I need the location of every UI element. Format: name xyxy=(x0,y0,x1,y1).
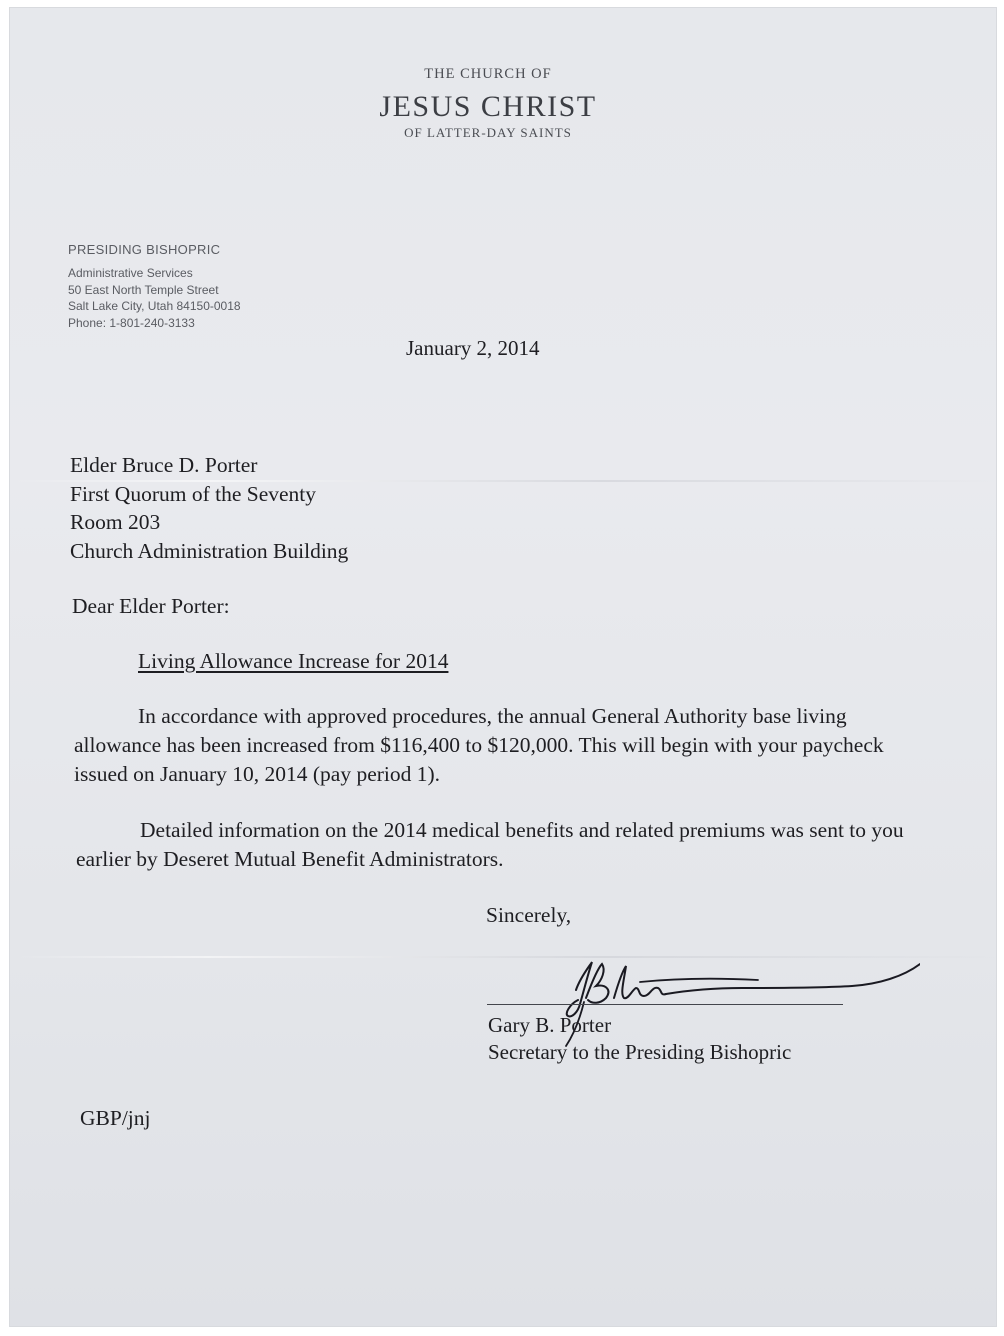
body-paragraph-2 xyxy=(76,816,936,874)
recipient-line: First Quorum of the Seventy xyxy=(70,481,317,506)
sender-department: PRESIDING BISHOPRIC xyxy=(68,242,221,257)
sender-address xyxy=(68,265,241,331)
letterhead-line-3: OF LATTER-DAY SAINTS xyxy=(404,125,572,140)
signer-title: Secretary to the Presiding Bishopric xyxy=(488,1040,792,1064)
signature-line xyxy=(487,1004,843,1005)
closing: Sincerely, xyxy=(486,903,572,927)
sender-phone: Phone: 1-801-240-3133 xyxy=(68,315,195,330)
sender-address-line: Salt Lake City, Utah 84150-0018 xyxy=(68,299,241,313)
recipient-line: Church Administration Building xyxy=(70,538,349,563)
letterhead-title: JESUS CHRIST xyxy=(379,90,597,123)
paragraph-text: In accordance with approved procedures, the annual General Authority base living allowance has been increased from $116,400 to $120,000. This will begin with your paycheck issued on January 10, 2014 (pay period 1). xyxy=(74,704,884,786)
signer-name: Gary B. Porter xyxy=(488,1013,612,1037)
body-paragraph-1 xyxy=(74,702,934,789)
letter-page xyxy=(10,8,996,1326)
signer-block xyxy=(488,1012,791,1066)
letterhead-line-1: THE CHURCH OF xyxy=(424,66,552,82)
recipient-name: Elder Bruce D. Porter xyxy=(70,453,258,477)
paragraph-text: Detailed information on the 2014 medical benefits and related premiums was sent to you earlier by Deseret Mutual Benefit Administrators. xyxy=(76,818,904,871)
recipient-block xyxy=(70,451,348,565)
sender-address-line: 50 East North Temple Street xyxy=(68,282,219,297)
sender-address-line: Administrative Services xyxy=(68,266,193,280)
reference-initials: GBP/jnj xyxy=(80,1106,151,1130)
letter-date: January 2, 2014 xyxy=(406,336,540,360)
salutation: Dear Elder Porter: xyxy=(72,594,230,618)
recipient-line: Room 203 xyxy=(70,510,161,534)
subject-line: Living Allowance Increase for 2014 xyxy=(138,649,449,673)
